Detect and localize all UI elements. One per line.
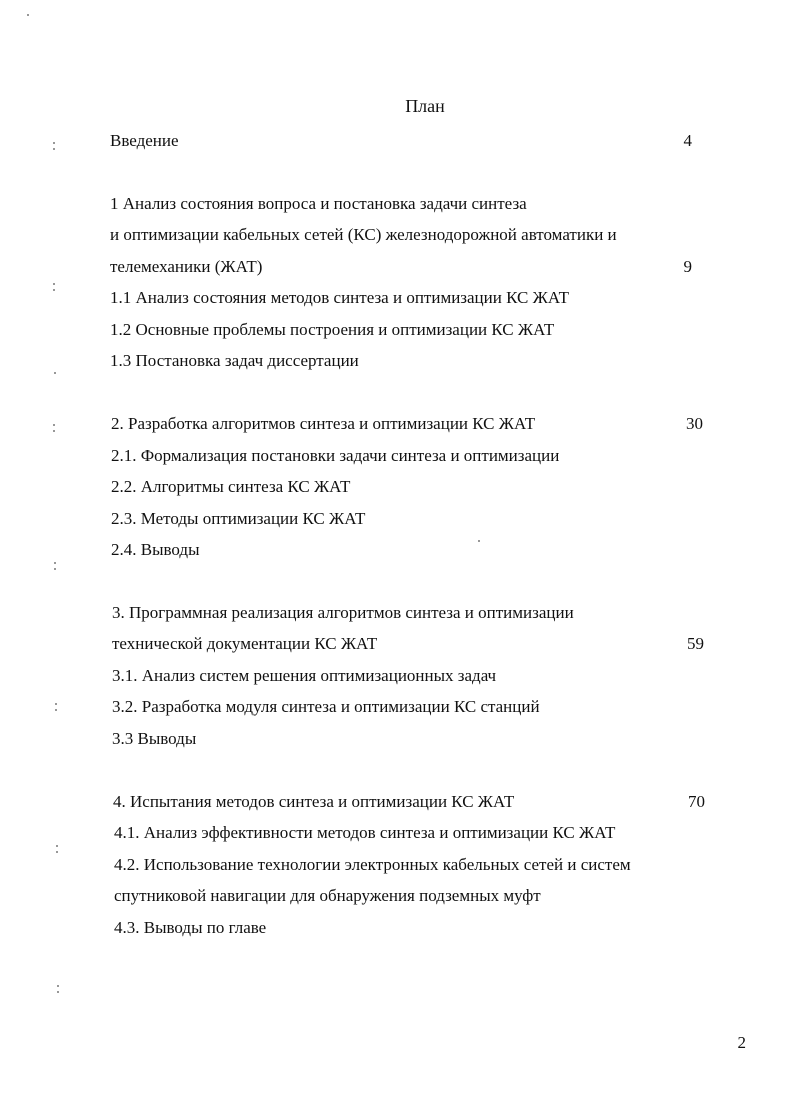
scan-speck (53, 148, 55, 150)
toc-entry-section-3-2: 3.2. Разработка модуля синтеза и оптимизации КС станций (112, 697, 540, 716)
scan-speck (54, 562, 56, 564)
toc-entry-section-4-3: 4.3. Выводы по главе (114, 918, 267, 937)
scan-speck (53, 289, 55, 291)
toc-entry-section-3-3: 3.3 Выводы (112, 729, 197, 748)
toc-entry-section-1-1: 1.1 Анализ состояния методов синтеза и оптимизации КС ЖАТ (110, 288, 570, 307)
scan-speck (56, 851, 58, 853)
scan-speck (54, 568, 56, 570)
toc-page-chapter-2: 30 (686, 414, 703, 433)
toc-entry-chapter-1-line-3: телемеханики (ЖАТ) (110, 257, 263, 276)
scan-speck (57, 985, 59, 987)
page-title: План (405, 96, 445, 116)
toc-entry-section-4-2-line-2: спутниковой навигации для обнаружения подземных муфт (114, 886, 541, 905)
scan-speck (27, 14, 29, 16)
toc-page-chapter-3: 59 (687, 634, 704, 653)
toc-entry-chapter-1-line-1: 1 Анализ состояния вопроса и постановка задачи синтеза (110, 194, 527, 213)
toc-entry-section-4-2-line-1: 4.2. Использование технологии электронных кабельных сетей и систем (114, 855, 631, 874)
scan-speck (56, 845, 58, 847)
scan-speck (53, 430, 55, 432)
scan-speck (55, 709, 57, 711)
toc-entry-chapter-1-line-2: и оптимизации кабельных сетей (КС) железнодорожной автоматики и (110, 225, 617, 244)
scan-speck (54, 372, 56, 374)
scan-speck (55, 703, 57, 705)
toc-entry-chapter-3-line-1: 3. Программная реализация алгоритмов синтеза и оптимизации (112, 603, 574, 622)
toc-page-introduction: 4 (683, 131, 692, 150)
toc-entry-chapter-2: 2. Разработка алгоритмов синтеза и оптимизации КС ЖАТ (111, 414, 536, 433)
toc-page-chapter-1: 9 (683, 257, 692, 276)
toc-entry-section-2-3: 2.3. Методы оптимизации КС ЖАТ (111, 509, 366, 528)
toc-entry-section-2-1: 2.1. Формализация постановки задачи синтеза и оптимизации (111, 446, 560, 465)
toc-entry-section-3-1: 3.1. Анализ систем решения оптимизационных задач (112, 666, 497, 685)
toc-entry-chapter-4: 4. Испытания методов синтеза и оптимизации КС ЖАТ (113, 792, 515, 811)
scan-speck (53, 283, 55, 285)
toc-entry-chapter-3-line-2: технической документации КС ЖАТ (112, 634, 378, 653)
scan-speck (53, 142, 55, 144)
toc-entry-section-1-3: 1.3 Постановка задач диссертации (110, 351, 359, 370)
toc-page-chapter-4: 70 (688, 792, 705, 811)
scan-speck (57, 991, 59, 993)
toc-entry-introduction: Введение (110, 131, 179, 150)
toc-entry-section-2-2: 2.2. Алгоритмы синтеза КС ЖАТ (111, 477, 351, 496)
toc-entry-section-4-1: 4.1. Анализ эффективности методов синтеза и оптимизации КС ЖАТ (114, 823, 616, 842)
scan-speck (53, 424, 55, 426)
scan-speck (478, 540, 480, 542)
toc-entry-section-1-2: 1.2 Основные проблемы построения и оптимизации КС ЖАТ (110, 320, 555, 339)
toc-entry-section-2-4: 2.4. Выводы (111, 540, 200, 559)
page-number: 2 (737, 1033, 746, 1052)
